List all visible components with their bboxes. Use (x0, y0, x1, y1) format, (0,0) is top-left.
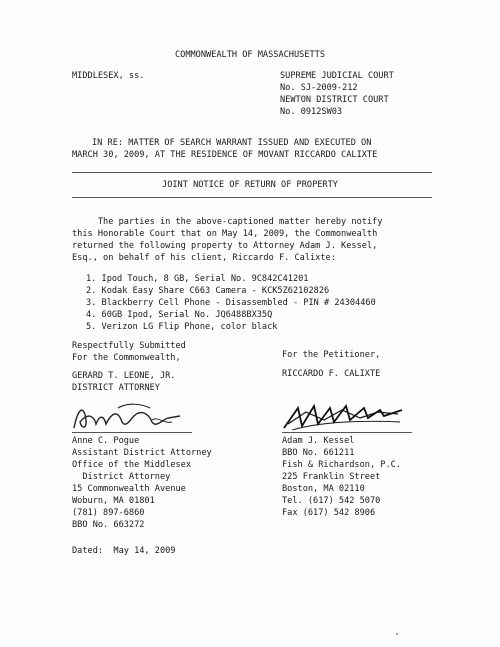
body-line-2: this Honorable Court that on May 14, 2009, the Commonwealth (72, 229, 378, 239)
court-line-4: No. 0912SW03 (280, 107, 343, 117)
attorney-tel: Tel. (617) 542 5070 (282, 496, 381, 506)
dated-line: Dated: May 14, 2009 (72, 546, 176, 556)
county-label: MIDDLESEX, ss. (72, 71, 145, 81)
body-line-3: returned the following property to Attorney Adam J. Kessel, (72, 241, 378, 251)
signer-name: Anne C. Pogue (72, 436, 140, 446)
signer-street: 15 Commonwealth Avenue (72, 484, 186, 494)
property-item-3: 3. Blackberry Cell Phone - Disassembled - PIN # 24304460 (86, 298, 376, 308)
attorney-street: 225 Franklin Street (282, 472, 381, 482)
commonwealth-signature-line (72, 432, 192, 433)
petitioner-signature-icon (280, 400, 410, 434)
caption-line-1: IN RE: MATTER OF SEARCH WARRANT ISSUED AND EXECUTED ON (92, 138, 372, 148)
court-line-3: NEWTON DISTRICT COURT (280, 95, 389, 105)
attorney-city: Boston, MA 02110 (282, 484, 365, 494)
attorney-name: Adam J. Kessel (282, 436, 355, 446)
court-line-1: SUPREME JUDICIAL COURT (280, 71, 394, 81)
title-rule-top (72, 172, 432, 173)
body-line-4: Esq., on behalf of his client, Riccardo F. Calixte: (72, 253, 336, 263)
signer-bbo: BBO No. 663272 (72, 520, 145, 530)
signer-office: Office of the Middlesex (72, 460, 191, 470)
petitioner-signature-line (282, 432, 412, 433)
property-item-5: 5. Verizon LG Flip Phone, color black (86, 322, 278, 332)
property-item-1: 1. Ipod Touch, 8 GB, Serial No. 9C842C41201 (86, 274, 309, 284)
client-name: RICCARDO F. CALIXTE (282, 369, 381, 379)
respectfully-submitted: Respectfully Submitted (72, 341, 186, 351)
court-line-2: No. SJ-2009-212 (280, 83, 358, 93)
for-petitioner: For the Petitioner, (282, 350, 381, 360)
property-item-2: 2. Kodak Easy Share C663 Camera - KCK5Z62102826 (86, 286, 330, 296)
for-commonwealth: For the Commonwealth, (72, 353, 181, 363)
signer-city: Woburn, MA 01801 (72, 496, 155, 506)
commonwealth-signature-icon (68, 398, 188, 434)
scan-speck (396, 633, 398, 635)
signer-office-2: District Attorney (72, 472, 171, 482)
title-rule-bottom (72, 197, 432, 198)
attorney-firm: Fish & Richardson, P.C. (282, 460, 401, 470)
signer-phone: (781) 897-6860 (72, 508, 145, 518)
signer-title: Assistant District Attorney (72, 448, 212, 458)
da-title: DISTRICT ATTORNEY (72, 383, 160, 393)
attorney-fax: Fax (617) 542 8906 (282, 508, 376, 518)
document-title: JOINT NOTICE OF RETURN OF PROPERTY (162, 180, 338, 190)
attorney-bbo: BBO No. 661211 (282, 448, 355, 458)
da-name: GERARD T. LEONE, JR. (72, 371, 176, 381)
property-item-4: 4. 60GB Ipod, Serial No. JQ6488BX35Q (86, 310, 273, 320)
commonwealth-heading: COMMONWEALTH OF MASSACHUSETTS (174, 50, 326, 60)
caption-line-2: MARCH 30, 2009, AT THE RESIDENCE OF MOVANT RICCARDO CALIXTE (72, 150, 378, 160)
body-line-1: The parties in the above-captioned matter hereby notify (72, 217, 383, 227)
